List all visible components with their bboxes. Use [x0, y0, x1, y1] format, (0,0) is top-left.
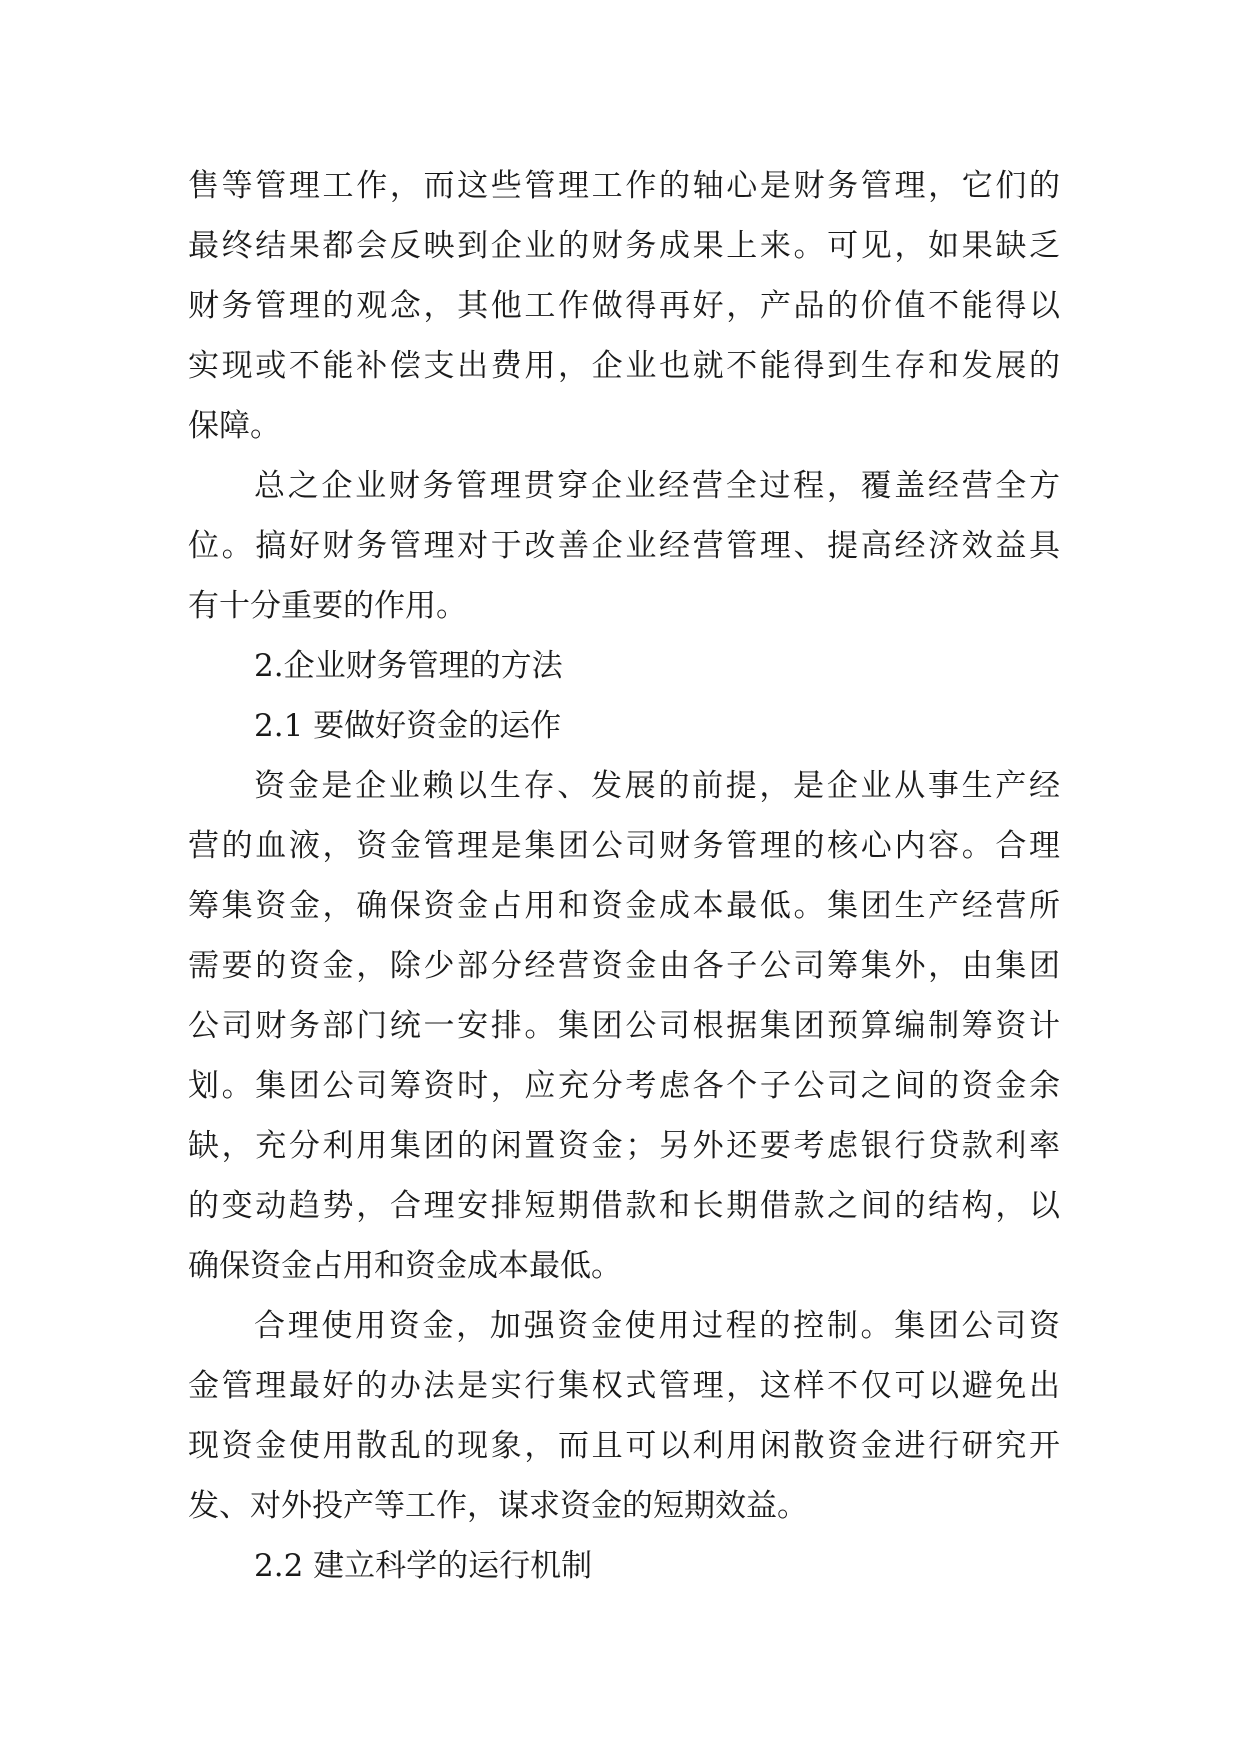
text-line: 最终结果都会反映到企业的财务成果上来。可见，如果缺乏 — [188, 228, 1060, 264]
text-line: 金管理最好的办法是实行集权式管理，这样不仅可以避免出 — [188, 1368, 1060, 1404]
text-line: 资金是企业赖以生存、发展的前提，是企业从事生产经 — [254, 768, 1060, 804]
text-line: 位。搞好财务管理对于改善企业经营管理、提高经济效益具 — [188, 528, 1060, 564]
heading-line: 2.企业财务管理的方法 — [254, 648, 563, 684]
document-page — [188, 156, 1060, 1596]
heading-line: 2.1 要做好资金的运作 — [254, 708, 562, 744]
heading-line: 2.2 建立科学的运行机制 — [254, 1548, 593, 1584]
paragraph-3 — [188, 756, 1060, 1296]
text-line: 的变动趋势，合理安排短期借款和长期借款之间的结构，以 — [188, 1188, 1060, 1224]
subsection-heading — [188, 696, 1060, 756]
text-line: 保障。 — [188, 408, 281, 444]
text-line: 确保资金占用和资金成本最低。 — [188, 1248, 622, 1284]
text-line: 发、对外投产等工作，谋求资金的短期效益。 — [188, 1488, 808, 1524]
text-line: 划。集团公司筹资时，应充分考虑各个子公司之间的资金余 — [188, 1068, 1060, 1104]
text-line: 总之企业财务管理贯穿企业经营全过程，覆盖经营全方 — [254, 468, 1060, 504]
paragraph-4 — [188, 1296, 1060, 1536]
text-line: 有十分重要的作用。 — [188, 588, 467, 624]
section-heading — [188, 636, 1060, 696]
text-line: 需要的资金，除少部分经营资金由各子公司筹集外，由集团 — [188, 948, 1060, 984]
text-line: 现资金使用散乱的现象，而且可以利用闲散资金进行研究开 — [188, 1428, 1060, 1464]
paragraph-2 — [188, 456, 1060, 636]
text-line: 实现或不能补偿支出费用，企业也就不能得到生存和发展的 — [188, 348, 1060, 384]
text-line: 缺，充分利用集团的闲置资金；另外还要考虑银行贷款利率 — [188, 1128, 1060, 1164]
text-line: 公司财务部门统一安排。集团公司根据集团预算编制筹资计 — [188, 1008, 1060, 1044]
text-line: 合理使用资金，加强资金使用过程的控制。集团公司资 — [254, 1308, 1060, 1344]
subsection-heading — [188, 1536, 1060, 1596]
paragraph-1 — [188, 156, 1060, 456]
text-line: 财务管理的观念，其他工作做得再好，产品的价值不能得以 — [188, 288, 1060, 324]
text-line: 售等管理工作，而这些管理工作的轴心是财务管理，它们的 — [188, 168, 1060, 204]
text-line: 营的血液，资金管理是集团公司财务管理的核心内容。合理 — [188, 828, 1060, 864]
text-line: 筹集资金，确保资金占用和资金成本最低。集团生产经营所 — [188, 888, 1060, 924]
